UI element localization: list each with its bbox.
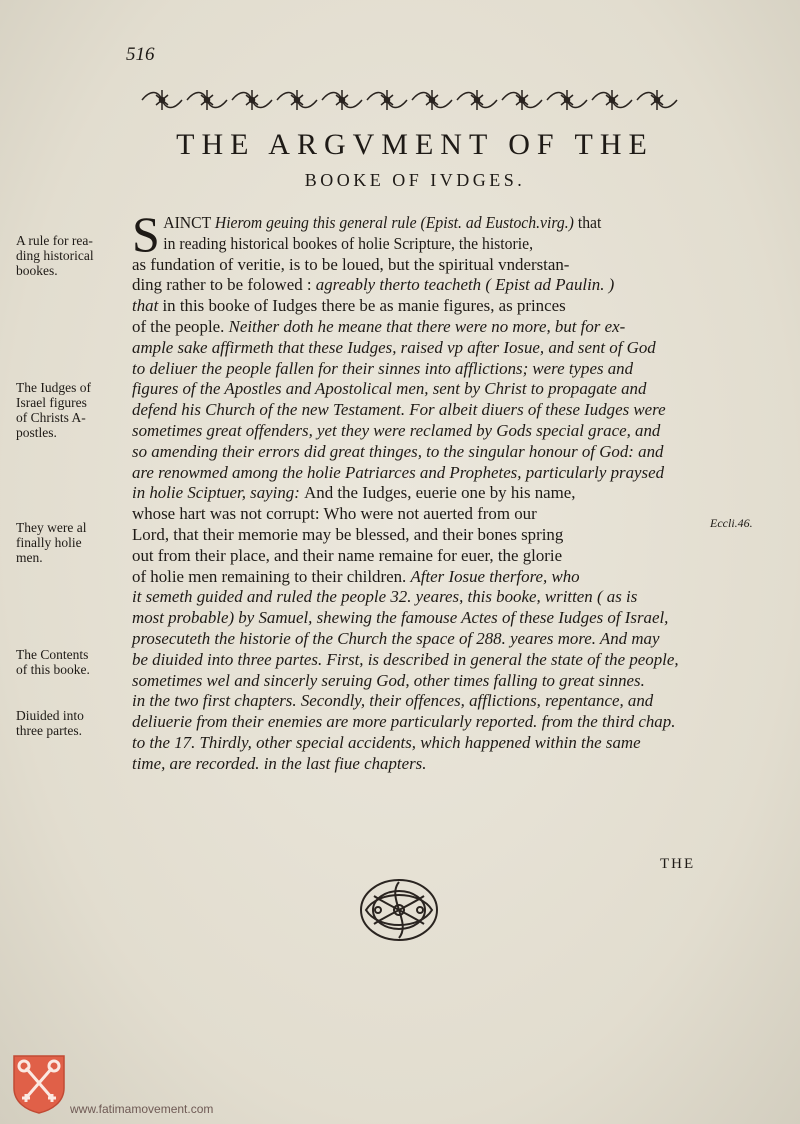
body-text-segment: Hierom geuing this general rule (Epist. ad Eustoch.virg.) xyxy=(214,213,574,232)
scripture-reference: Eccli.46. xyxy=(710,516,753,530)
body-text-segment: defend his Church of the new Testament. For albeit diuers of these Iudges were xyxy=(132,400,666,420)
body-text-segment: of holie men remaining to their children. xyxy=(132,566,411,586)
body-line xyxy=(132,650,704,671)
body-text-segment: are renowmed among the holie Patriarces and Prophetes, particularly praysed xyxy=(132,462,665,482)
body-text-segment: Lord, that their memorie may be blessed, and their bones spring xyxy=(132,524,564,544)
body-text-segment: it semeth guided and ruled the people 32. yeares, this booke, written ( as is xyxy=(132,587,638,607)
body-line xyxy=(132,234,664,255)
ornament-dot xyxy=(295,98,300,103)
body-text-segment: in the two first chapters. Secondly, their offences, afflictions, repentance, and xyxy=(132,691,654,711)
body-line xyxy=(132,691,704,712)
body-text-segment: After Iosue therfore, who xyxy=(410,566,580,586)
body-text-segment: in reading historical bookes of holie Scripture, the historie, xyxy=(163,233,534,253)
body-line xyxy=(132,275,704,296)
body-line xyxy=(132,671,704,692)
body-line xyxy=(132,400,704,421)
body-line xyxy=(132,463,704,484)
watermark-url: www.fatimamovement.com xyxy=(70,1102,214,1116)
body-text-segment: time, are recorded. in the last fiue chapters. xyxy=(132,753,427,773)
margin-note-rule: A rule for rea- ding historical bookes. xyxy=(16,233,94,278)
body-text-segment: that xyxy=(573,213,602,232)
ornament-dot xyxy=(565,98,570,103)
body-text-segment: sometimes great offenders, yet they were reclamed by Gods special grace, and xyxy=(132,420,661,440)
body-line xyxy=(132,442,704,463)
body-line xyxy=(132,317,704,338)
body-line xyxy=(132,733,704,754)
ornament-dot xyxy=(475,98,480,103)
body-text-segment: deliuerie from their enemies are more particularly reported. from the third chap. xyxy=(132,712,676,732)
margin-note-contents: The Contents of this booke. xyxy=(16,647,90,677)
ornament-dot xyxy=(250,98,255,103)
body-line xyxy=(132,359,704,380)
body-text-segment: most probable) by Samuel, shewing the famouse Actes of these Iudges of Israel, xyxy=(132,608,669,628)
body-text-segment: figures of the Apostles and Apostolical men, sent by Christ to propagate and xyxy=(132,379,647,399)
body-text-segment: AINCT xyxy=(163,213,215,232)
body-text-segment: sometimes wel and sincerly seruing God, other times falling to great sinnes. xyxy=(132,670,645,690)
margin-note-holie: They were al finally holie men. xyxy=(16,520,87,565)
drop-cap: S xyxy=(132,206,160,262)
body-text-segment: to deliuer the people fallen for their sinnes into afflictions; were types and xyxy=(132,358,634,378)
body-text-segment: in this booke of Iudges there be as manie figures, as princes xyxy=(158,296,566,316)
ornament-dot xyxy=(385,98,390,103)
body-line xyxy=(132,525,704,546)
ornament-band-icon xyxy=(140,86,682,114)
title-heading: THE ARGVMENT OF THE xyxy=(176,128,654,161)
body-text-segment: whose hart was not corrupt: Who were not auerted from our xyxy=(132,504,537,524)
ornament-dot xyxy=(160,98,165,103)
ornament-dot xyxy=(205,98,210,103)
body-line xyxy=(132,712,704,733)
body-line xyxy=(132,504,704,525)
body-text-segment: so amending their errors did great thinges, to the singular honour of God: and xyxy=(132,441,664,461)
body-line xyxy=(132,608,704,629)
body-line xyxy=(132,567,704,588)
body-line xyxy=(132,629,704,650)
argument-body xyxy=(132,206,708,775)
papal-keys-logo-icon xyxy=(12,1054,66,1114)
body-line xyxy=(132,296,704,317)
body-line xyxy=(132,546,704,567)
catchword: THE xyxy=(660,856,696,872)
body-text-segment: of the people. xyxy=(132,316,229,336)
ornament-dot xyxy=(520,98,525,103)
body-text-segment: out from their place, and their name remaine for euer, the glorie xyxy=(132,545,563,565)
body-line xyxy=(132,587,704,608)
subtitle-heading: BOOKE OF IVDGES. xyxy=(304,170,526,190)
body-text-segment: be diuided into three partes. First, is described in general the state of the people, xyxy=(132,649,679,669)
margin-note-figures: The Iudges of Israel figures of Christs A- postles. xyxy=(16,380,91,440)
body-line xyxy=(132,338,704,359)
body-text-segment: as fundation of veritie, is to be loued, but the spiritual vnderstan- xyxy=(132,254,570,274)
body-line xyxy=(132,421,704,442)
tailpiece-ornament-icon xyxy=(356,874,442,946)
body-text-segment: to the 17. Thirdly, other special accidents, which happened within the same xyxy=(132,732,641,752)
page-number: 516 xyxy=(126,44,155,65)
body-text-segment: And the Iudges, euerie one by his name, xyxy=(304,483,576,503)
body-text-segment: that xyxy=(132,296,159,316)
ornament-dot xyxy=(340,98,345,103)
ornament-dot xyxy=(655,98,660,103)
body-text-segment: ding rather to be folowed : xyxy=(132,275,316,295)
margin-note-partes: Diuided into three partes. xyxy=(16,708,84,738)
body-text-segment: agreably therto teacheth ( Epist ad Paulin. ) xyxy=(315,275,615,295)
body-line xyxy=(132,213,664,234)
body-text-segment: in holie Sciptuer, saying: xyxy=(132,483,305,503)
body-line xyxy=(132,255,704,276)
body-line xyxy=(132,754,704,775)
body-line xyxy=(132,483,704,504)
body-text-segment: prosecuteth the historie of the Church the space of 288. yeares more. And may xyxy=(132,628,660,648)
ornament-dot xyxy=(430,98,435,103)
body-text-segment: Neither doth he meane that there were no more, but for ex- xyxy=(228,316,626,336)
body-text-segment: ample sake affirmeth that these Iudges, raised vp after Iosue, and sent of God xyxy=(132,337,656,357)
body-line xyxy=(132,379,704,400)
ornament-dot xyxy=(610,98,615,103)
